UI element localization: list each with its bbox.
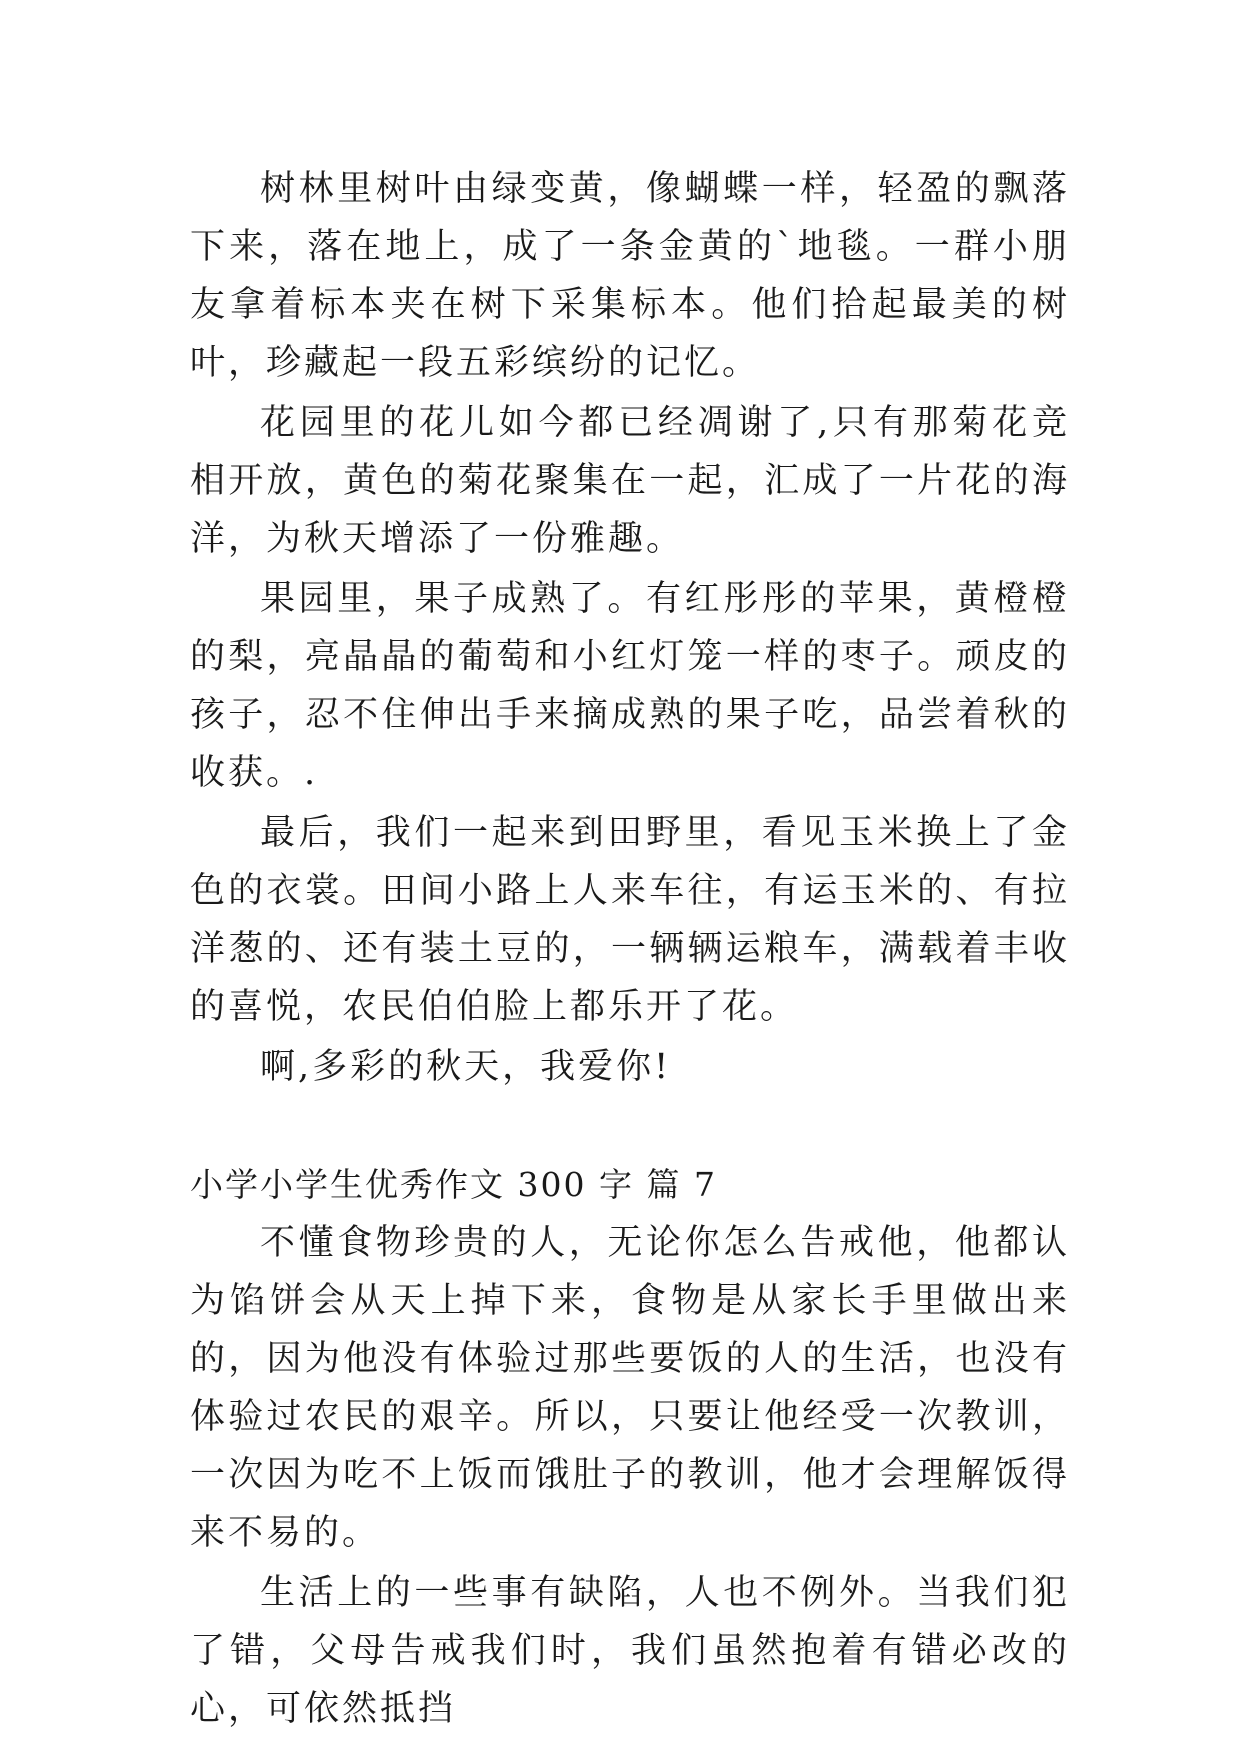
paragraph-field: 最后，我们一起来到田野里，看见玉米换上了金色的衣裳。田间小路上人来车往，有运玉米的、有拉洋葱的、还有装土豆的，一辆辆运粮车，满载着丰收的喜悦，农民伯伯脸上都乐开了花。 — [190, 813, 1070, 1027]
document-page — [190, 160, 1070, 1740]
section-heading: 小学小学生优秀作文 300 字 篇 7 — [190, 1165, 717, 1204]
paragraph-life: 生活上的一些事有缺陷，人也不例外。当我们犯了错，父母告戒我们时，我们虽然抱着有错必改的心，可依然抵挡 — [190, 1573, 1070, 1729]
paragraph-garden: 花园里的花儿如今都已经凋谢了,只有那菊花竞相开放，黄色的菊花聚集在一起，汇成了一片花的海洋，为秋天增添了一份雅趣。 — [190, 403, 1070, 559]
paragraph-food: 不懂食物珍贵的人，无论你怎么告戒他，他都认为馅饼会从天上掉下来，食物是从家长手里做出来的，因为他没有体验过那些要饭的人的生活，也没有体验过农民的艰辛。所以，只要让他经受一次教训，一次因为吃不上饭而饿肚子的教训，他才会理解饭得来不易的。 — [190, 1223, 1070, 1553]
paragraph-orchard: 果园里，果子成熟了。有红彤彤的苹果，黄橙橙的梨，亮晶晶的葡萄和小红灯笼一样的枣子。顽皮的孩子，忍不住伸出手来摘成熟的果子吃，品尝着秋的收获。. — [190, 579, 1070, 793]
paragraph-forest: 树林里树叶由绿变黄，像蝴蝶一样，轻盈的飘落下来，落在地上，成了一条金黄的`地毯。一群小朋友拿着标本夹在树下采集标本。他们拾起最美的树叶，珍藏起一段五彩缤纷的记忆。 — [190, 169, 1070, 383]
paragraph-closing: 啊,多彩的秋天，我爱你! — [260, 1047, 672, 1087]
